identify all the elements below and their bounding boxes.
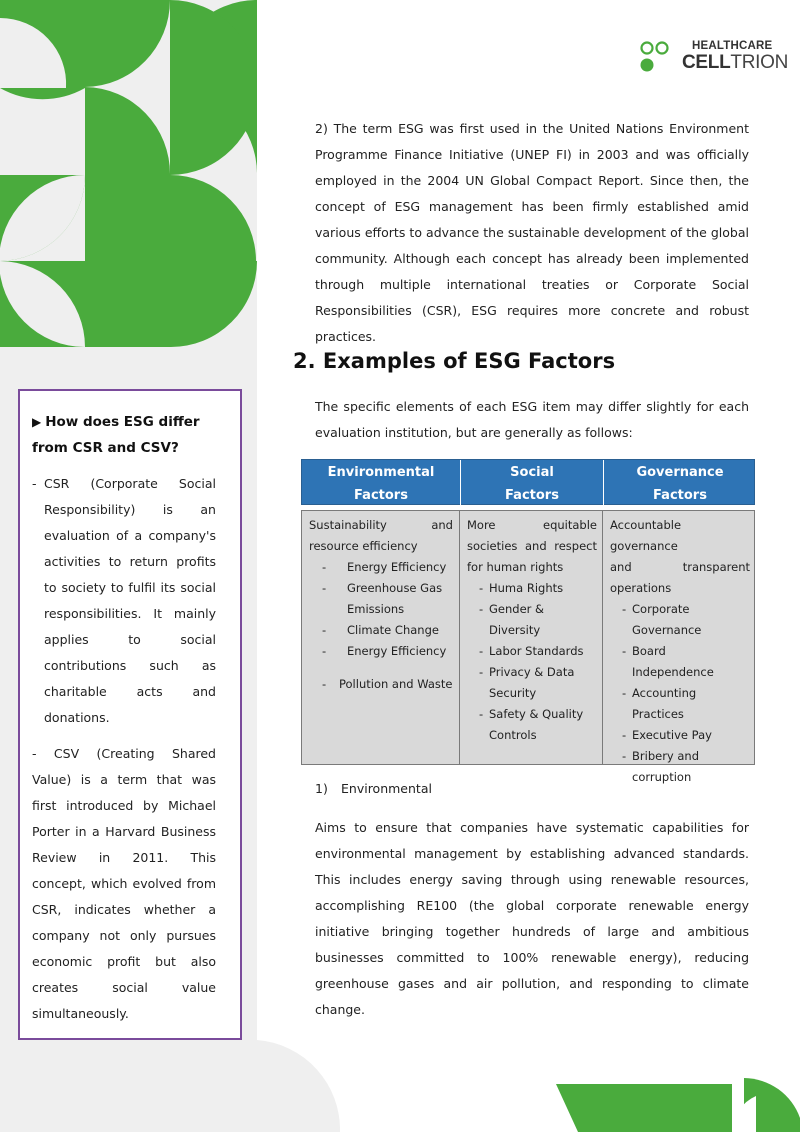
environmental-subheading-text: Environmental	[341, 781, 432, 796]
governance-intro-line3: operations	[610, 581, 672, 595]
sidebar-title	[32, 409, 216, 461]
body-divider	[459, 511, 460, 764]
social-item-text: Gender & Diversity	[489, 602, 545, 637]
environmental-item-text: Energy Efficiency	[347, 560, 447, 574]
governance-intro-line2: and transparent	[610, 560, 750, 574]
body-divider	[602, 511, 603, 764]
table-header-row	[301, 459, 755, 505]
governance-item-text: Corporate Governance	[632, 602, 702, 637]
dash-marker: -	[32, 476, 37, 491]
list-item: - Safety & Quality Controls	[479, 707, 584, 742]
list-item: - Huma Rights	[479, 581, 564, 595]
list-item: - Corporate Governance	[622, 602, 702, 637]
grey-wave-decoration	[0, 1040, 340, 1132]
social-intro-line2: societies and respect	[467, 539, 597, 553]
environmental-subheading-number: 1)	[315, 781, 328, 796]
environmental-item-text: Energy Efficiency	[347, 644, 447, 658]
green-corner-decoration	[556, 1078, 800, 1132]
list-item: - Labor Standards	[479, 644, 584, 658]
logo-cell-text: CELL	[682, 52, 731, 73]
list-item: - Executive Pay	[622, 728, 712, 742]
environmental-column	[309, 515, 453, 695]
social-item-text: Privacy & Data Security	[489, 665, 575, 700]
header-social-line1: Social	[510, 465, 554, 480]
list-item: - Privacy & Data Security	[479, 665, 575, 700]
social-item-text: Labor Standards	[489, 644, 584, 658]
governance-item-text: Accounting Practices	[632, 686, 697, 721]
environmental-intro-line2: resource efficiency	[309, 539, 418, 553]
header-governance-line1: Governance	[636, 465, 724, 480]
logo-healthcare-text: HEALTHCARE	[692, 40, 773, 52]
environmental-paragraph: Aims to ensure that companies have systematic capabilities for environmental management by establishing advanced standards. This includes energy saving through using renewable resources, accomplishing RE100 (the global corporate renewable energy initiative bringing together hundreds of large and ambitious businesses committed to 100% renewable energy), reducing greenhouse gases and air pollution, and responding to climate change.	[315, 820, 749, 1017]
governance-intro-line1: Accountable governance	[610, 518, 682, 553]
environmental-item-text: Greenhouse Gas Emissions	[347, 581, 443, 616]
logo-circles-icon	[640, 40, 680, 74]
governance-column	[610, 515, 750, 788]
esg-factors-table	[301, 459, 755, 784]
list-item: - Gender & Diversity	[479, 602, 545, 637]
list-item: - Energy Efficiency	[322, 560, 447, 574]
list-item: - Pollution and Waste	[322, 677, 453, 691]
social-intro-line1: More equitable	[467, 518, 597, 532]
sidebar-item-csv-text: CSV (Creating Shared Value) is a term that was first introduced by Michael Porter in a Harvard Business Review in 2011. This concept, which evolved from CSR, indicates whether a company not only pursues economic profit but also creates social value simultaneously.	[32, 746, 216, 1021]
triangle-bullet-icon: ▶	[32, 415, 42, 429]
environmental-intro-line1: Sustainability and	[309, 518, 453, 532]
list-item: - Climate Change	[322, 623, 439, 637]
header-governance-line2: Factors	[653, 488, 707, 503]
social-item-text: Huma Rights	[489, 581, 564, 595]
social-intro-line3: for human rights	[467, 560, 564, 574]
sidebar-item-csv	[32, 741, 216, 1027]
esg-vs-csr-csv-sidebar	[18, 389, 242, 1040]
header-social-line2: Factors	[505, 488, 559, 503]
header-governance	[604, 460, 756, 506]
governance-item-text: Executive Pay	[632, 728, 712, 742]
section-intro-paragraph: The specific elements of each ESG item may differ slightly for each evaluation institution, but are generally as follows:	[315, 399, 749, 440]
sidebar-title-text: How does ESG differ from CSR and CSV?	[32, 414, 200, 456]
header-environmental-line2: Factors	[354, 488, 408, 503]
header-social	[461, 460, 603, 506]
governance-item-text: Bribery and corruption	[632, 749, 700, 784]
table-body-row	[301, 510, 755, 784]
environmental-subheading	[315, 779, 432, 799]
environmental-item-text: Pollution and Waste	[339, 677, 453, 691]
header-environmental-line1: Environmental	[327, 465, 435, 480]
sidebar-item-csr-text: CSR (Corporate Social Responsibility) is an evaluation of a company's activities to return profits to society to fulfil its social responsibilities. It mainly applies to social contributions such as charitable acts and donations.	[44, 476, 216, 725]
social-item-text: Safety & Quality Controls	[489, 707, 584, 742]
logo-celltrion-text	[682, 52, 788, 74]
list-item: - Bribery and corruption	[622, 749, 700, 784]
list-item: - Energy Efficiency	[322, 644, 447, 658]
section-title: 2. Examples of ESG Factors	[293, 349, 616, 373]
esg-origin-paragraph: 2) The term ESG was first used in the United Nations Environment Programme Finance Initiative (UNEP FI) in 2003 and was officially employed in the 2004 UN Global Compact Report. Since then, the concept of ESG management has been firmly established amid various efforts to advance the sustainable development of the global community. Although each concept has already been implemented through multiple international treaties or Corporate Social Responsibilities (CSR), ESG requires more concrete and robust practices.	[315, 121, 749, 344]
header-environmental	[302, 460, 460, 506]
logo-trion-text: TRION	[730, 52, 789, 73]
list-item: - Greenhouse Gas Emissions	[322, 581, 443, 616]
green-leaf-decoration	[0, 0, 257, 350]
list-item: - Board Independence	[622, 644, 714, 679]
governance-item-text: Board Independence	[632, 644, 714, 679]
celltrion-healthcare-logo	[640, 38, 789, 78]
environmental-item-text: Climate Change	[347, 623, 439, 637]
dash-marker: -	[32, 746, 37, 761]
list-item: - Accounting Practices	[622, 686, 697, 721]
social-column	[467, 515, 597, 746]
sidebar-item-csr	[32, 471, 216, 731]
